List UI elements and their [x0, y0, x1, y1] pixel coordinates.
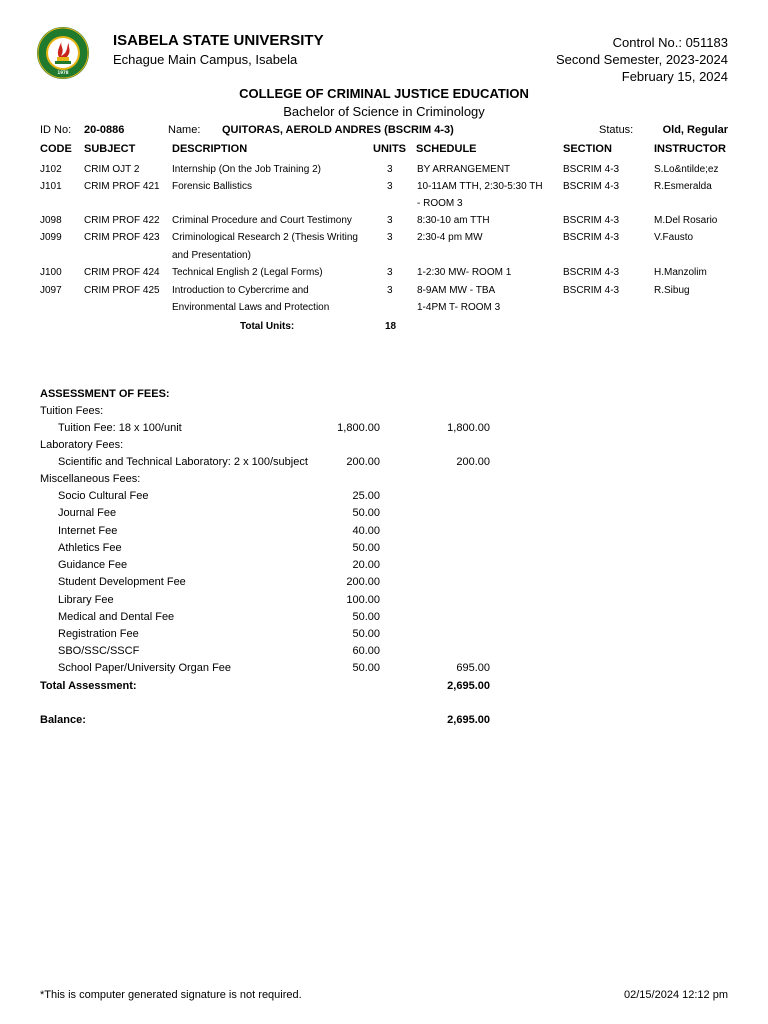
- row-section: BSCRIM 4-3: [563, 267, 620, 278]
- misc-fee-amount: 50.00: [352, 662, 380, 674]
- row-units: 3: [387, 164, 393, 175]
- row-instructor: S.Lo&ntilde;ez: [654, 164, 719, 175]
- row-instructor: M.Del Rosario: [654, 215, 718, 226]
- misc-fee-label: Library Fee: [58, 594, 114, 606]
- tuition-total: 1,800.00: [447, 422, 490, 434]
- university-name: ISABELA STATE UNIVERSITY: [113, 32, 324, 49]
- balance-value: 2,695.00: [447, 714, 490, 726]
- row-instructor: H.Manzolim: [654, 267, 707, 278]
- misc-fee-label: Socio Cultural Fee: [58, 490, 149, 502]
- campus-name: Echague Main Campus, Isabela: [113, 52, 298, 67]
- tuition-item: Tuition Fee: 18 x 100/unit: [58, 422, 182, 434]
- col-header-units: UNITS: [373, 143, 406, 155]
- col-header-subject: SUBJECT: [84, 143, 136, 155]
- assessment-title: ASSESSMENT OF FEES:: [40, 388, 170, 400]
- total-assessment-label: Total Assessment:: [40, 680, 137, 692]
- row-units: 3: [387, 232, 393, 243]
- laboratory-amount: 200.00: [346, 456, 380, 468]
- row-description: Introduction to Cybercrime and: [172, 285, 309, 296]
- misc-fee-amount: 200.00: [346, 576, 380, 588]
- row-schedule-line2: 1-4PM T- ROOM 3: [417, 302, 501, 313]
- misc-fee-amount: 40.00: [352, 525, 380, 537]
- college-name: COLLEGE OF CRIMINAL JUSTICE EDUCATION: [239, 86, 529, 101]
- row-instructor: R.Esmeralda: [654, 181, 712, 192]
- tuition-amount: 1,800.00: [337, 422, 380, 434]
- row-subject: CRIM PROF 423: [84, 232, 160, 243]
- row-subject: CRIM PROF 422: [84, 215, 160, 226]
- row-description: Internship (On the Job Training 2): [172, 164, 321, 175]
- misc-fee-amount: 50.00: [352, 507, 380, 519]
- row-schedule: 10-11AM TTH, 2:30-5:30 TH: [417, 181, 543, 192]
- misc-label: Miscellaneous Fees:: [40, 473, 141, 485]
- row-section: BSCRIM 4-3: [563, 181, 620, 192]
- row-units: 3: [387, 267, 393, 278]
- misc-fee-amount: 20.00: [352, 559, 380, 571]
- row-description: Criminal Procedure and Court Testimony: [172, 215, 352, 226]
- laboratory-total: 200.00: [456, 456, 490, 468]
- row-section: BSCRIM 4-3: [563, 232, 620, 243]
- row-subject: CRIM OJT 2: [84, 164, 140, 175]
- row-description: Technical English 2 (Legal Forms): [172, 267, 323, 278]
- row-code: J101: [40, 181, 62, 192]
- row-units: 3: [387, 285, 393, 296]
- row-description: Forensic Ballistics: [172, 181, 253, 192]
- student-id: 20-0886: [84, 124, 125, 136]
- row-schedule: 1-2:30 MW- ROOM 1: [417, 267, 512, 278]
- misc-fee-amount: 60.00: [352, 645, 380, 657]
- footer-note: *This is computer generated signature is not required.: [40, 989, 302, 1001]
- total-units-label: Total Units:: [240, 321, 295, 332]
- document-date: February 15, 2024: [621, 69, 728, 84]
- misc-fee-amount: 50.00: [352, 628, 380, 640]
- misc-fee-amount: 50.00: [352, 542, 380, 554]
- misc-fee-amount: 50.00: [352, 611, 380, 623]
- row-code: J099: [40, 232, 62, 243]
- id-label: ID No:: [40, 124, 72, 136]
- laboratory-label: Laboratory Fees:: [40, 439, 124, 451]
- misc-fee-label: Internet Fee: [58, 525, 118, 537]
- row-schedule: BY ARRANGEMENT: [417, 164, 511, 175]
- row-instructor: R.Sibug: [654, 285, 690, 296]
- svg-text:1978: 1978: [57, 70, 69, 75]
- control-number: Control No.: 051183: [612, 35, 728, 50]
- row-section: BSCRIM 4-3: [563, 164, 620, 175]
- row-subject: CRIM PROF 421: [84, 181, 160, 192]
- col-header-instructor: INSTRUCTOR: [654, 143, 726, 155]
- col-header-code: CODE: [40, 143, 72, 155]
- misc-fee-label: Athletics Fee: [58, 542, 122, 554]
- row-section: BSCRIM 4-3: [563, 285, 620, 296]
- row-code: J097: [40, 285, 62, 296]
- row-subject: CRIM PROF 424: [84, 267, 160, 278]
- misc-fee-amount: 100.00: [346, 594, 380, 606]
- misc-total: 695.00: [456, 662, 490, 674]
- student-status: Old, Regular: [662, 124, 728, 136]
- row-schedule: 2:30-4 pm MW: [417, 232, 483, 243]
- laboratory-item: Scientific and Technical Laboratory: 2 x 100/subject: [58, 456, 308, 468]
- row-instructor: V.Fausto: [654, 232, 694, 243]
- row-units: 3: [387, 215, 393, 226]
- footer-timestamp: 02/15/2024 12:12 pm: [624, 989, 728, 1001]
- row-schedule-line2: - ROOM 3: [417, 198, 463, 209]
- student-name: QUITORAS, AEROLD ANDRES (BSCRIM 4-3): [222, 124, 454, 136]
- row-subject: CRIM PROF 425: [84, 285, 160, 296]
- balance-label: Balance:: [40, 714, 86, 726]
- col-header-schedule: SCHEDULE: [416, 143, 477, 155]
- misc-fee-label: Journal Fee: [58, 507, 117, 519]
- row-section: BSCRIM 4-3: [563, 215, 620, 226]
- program-name: Bachelor of Science in Criminology: [283, 104, 485, 119]
- misc-fee-amount: 25.00: [352, 490, 380, 502]
- row-code: J100: [40, 267, 62, 278]
- misc-fee-label: Medical and Dental Fee: [58, 611, 175, 623]
- row-code: J102: [40, 164, 62, 175]
- row-units: 3: [387, 181, 393, 192]
- semester: Second Semester, 2023-2024: [555, 52, 728, 67]
- row-code: J098: [40, 215, 62, 226]
- col-header-description: DESCRIPTION: [172, 143, 248, 155]
- name-label: Name:: [168, 124, 201, 136]
- misc-fee-label: SBO/SSC/SSCF: [58, 645, 140, 657]
- row-schedule: 8-9AM MW - TBA: [417, 285, 496, 296]
- misc-fee-label: Guidance Fee: [58, 559, 128, 571]
- status-label: Status:: [599, 124, 634, 136]
- col-header-section: SECTION: [563, 143, 612, 155]
- misc-fee-label: Registration Fee: [58, 628, 139, 640]
- tuition-label: Tuition Fees:: [40, 405, 104, 417]
- university-seal-logo: [36, 26, 90, 80]
- row-description: Criminological Research 2 (Thesis Writing: [172, 232, 358, 243]
- total-units-value: 18: [385, 321, 397, 332]
- misc-fee-label: School Paper/University Organ Fee: [58, 662, 232, 674]
- misc-fee-label: Student Development Fee: [58, 576, 186, 588]
- total-assessment-value: 2,695.00: [447, 680, 490, 692]
- row-description-line2: and Presentation): [172, 250, 251, 261]
- row-description-line2: Environmental Laws and Protection: [172, 302, 330, 313]
- row-schedule: 8:30-10 am TTH: [417, 215, 490, 226]
